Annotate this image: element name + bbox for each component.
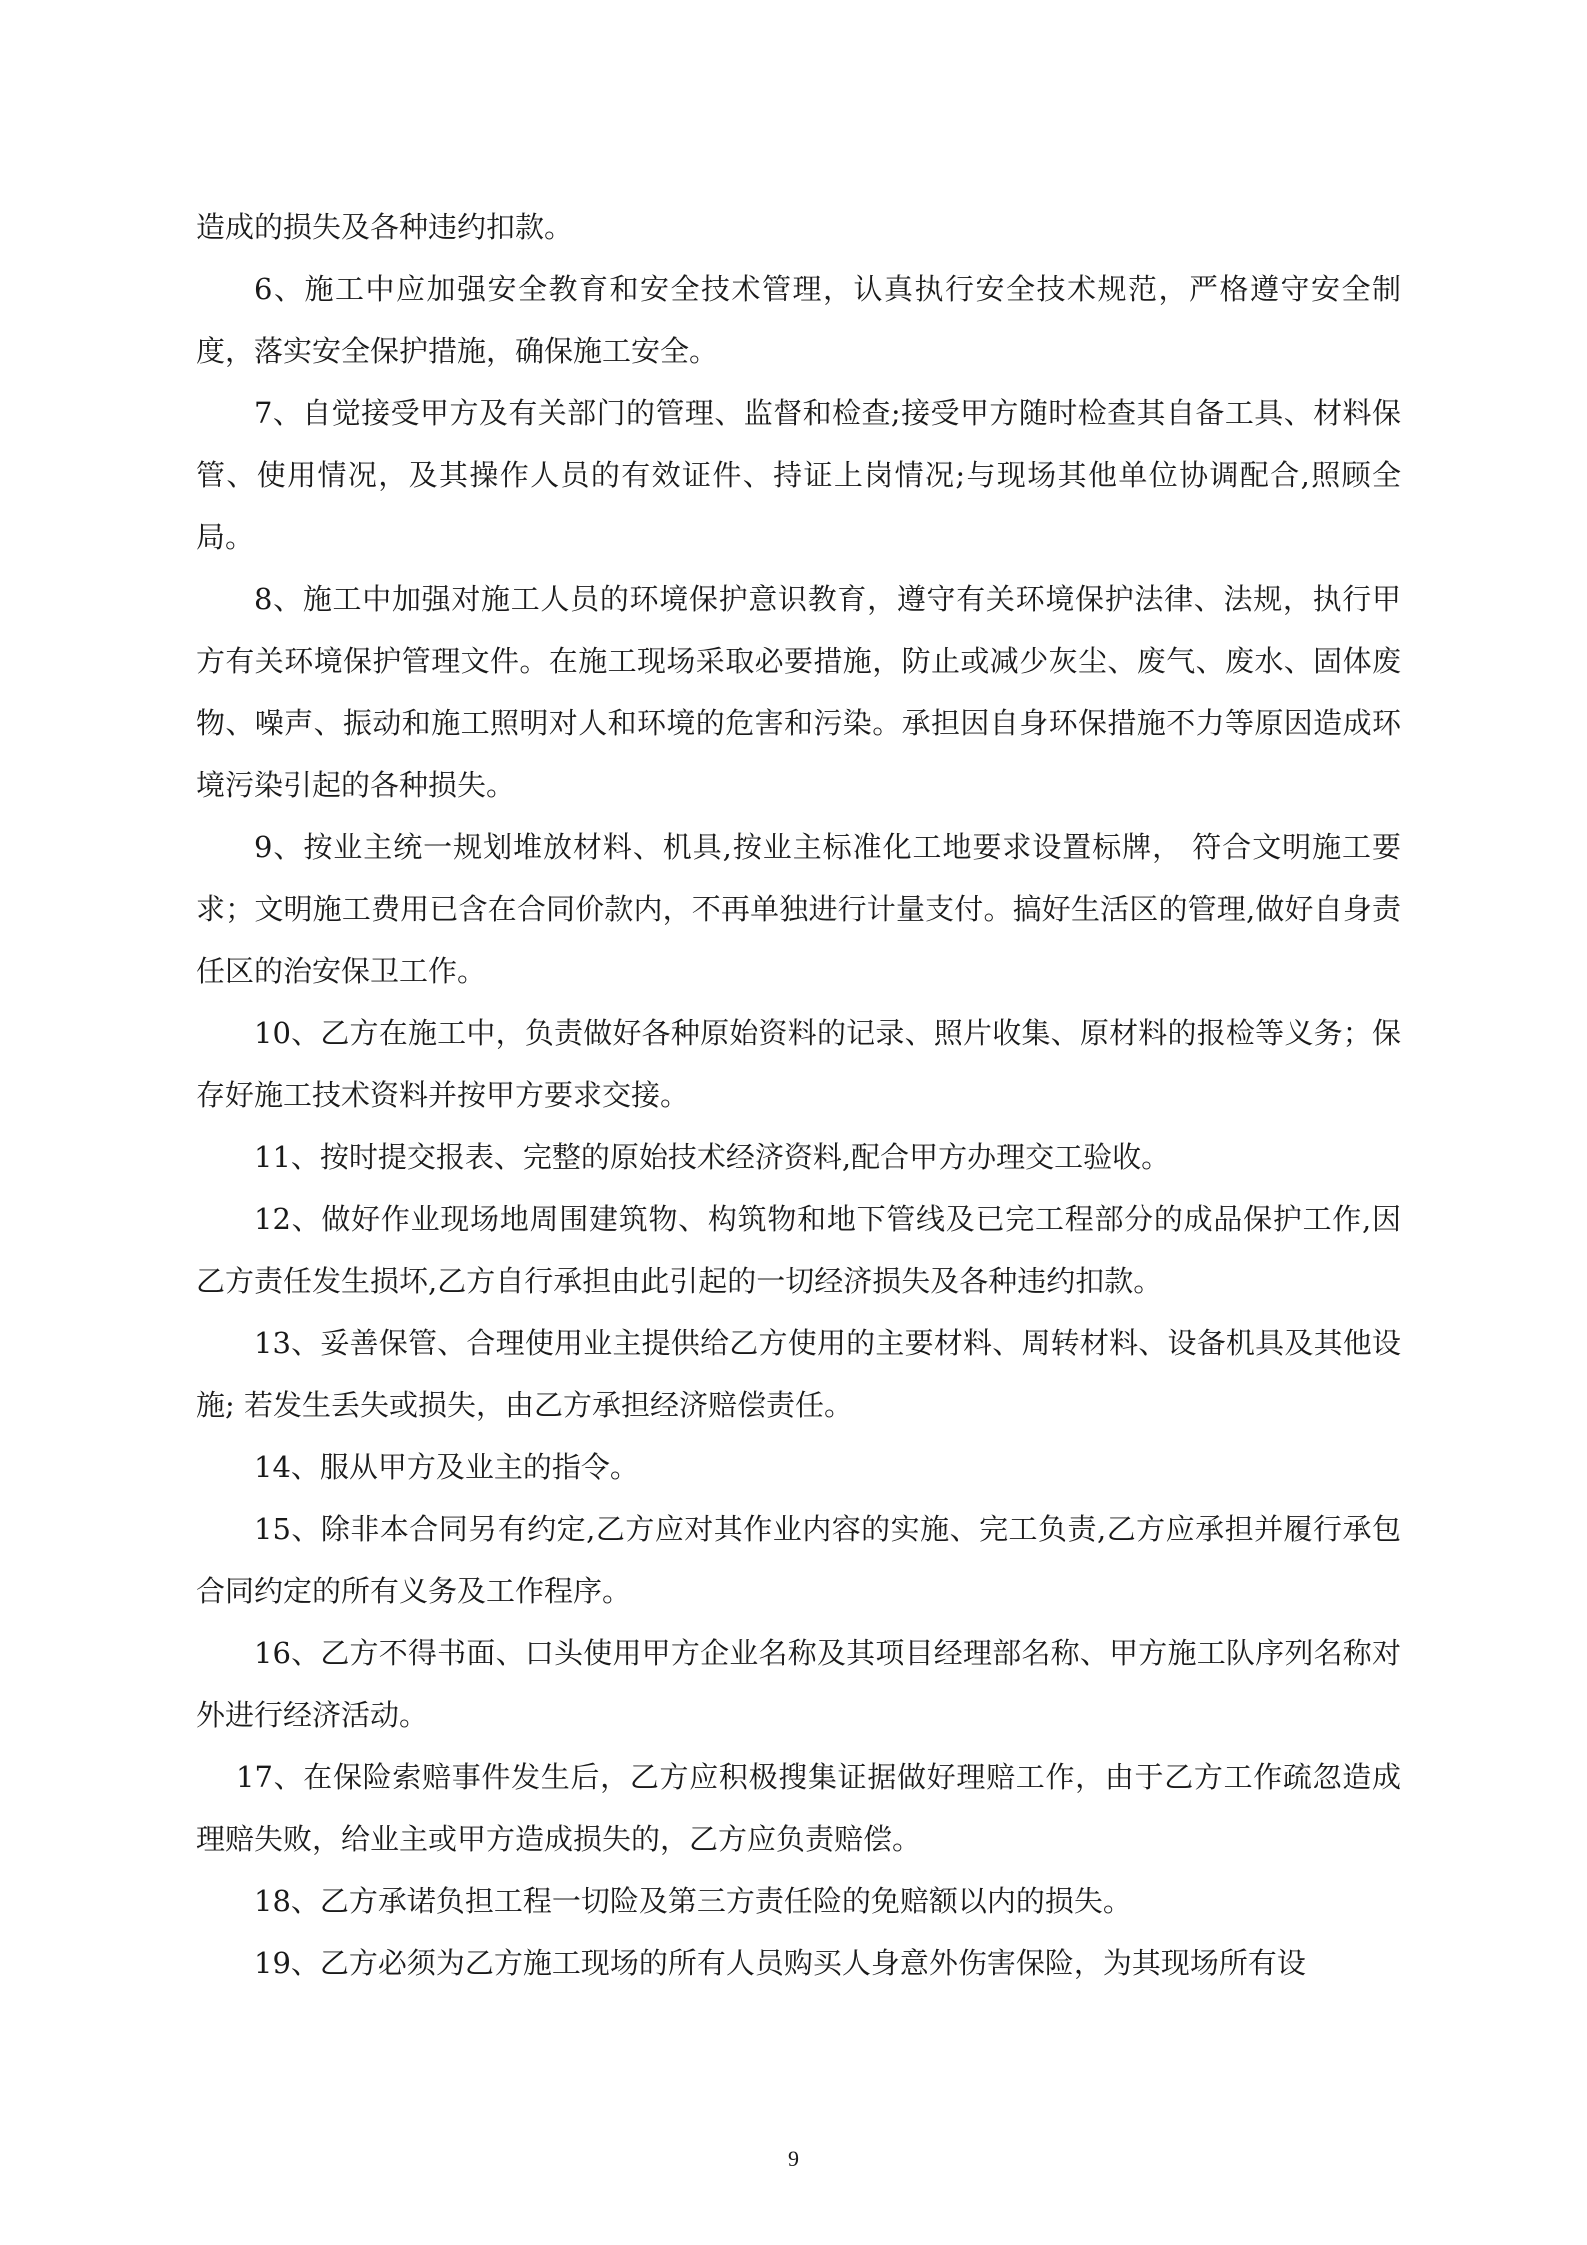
- paragraph-clause-13: 13、妥善保管、合理使用业主提供给乙方使用的主要材料、周转材料、设备机具及其他设施; 若发生丢失或损失，由乙方承担经济赔偿责任。: [196, 1326, 1401, 1422]
- paragraph-clause-7: 7、自觉接受甲方及有关部门的管理、监督和检查;接受甲方随时检查其自备工具、材料保管、使用情况，及其操作人员的有效证件、持证上岗情况;与现场其他单位协调配合,照顾全局。: [196, 396, 1401, 554]
- paragraph-clause-19: 19、乙方必须为乙方施工现场的所有人员购买人身意外伤害保险，为其现场所有设: [254, 1946, 1306, 1980]
- paragraph-clause-12: 12、做好作业现场地周围建筑物、构筑物和地下管线及已完工程部分的成品保护工作,因乙方责任发生损坏,乙方自行承担由此引起的一切经济损失及各种违约扣款。: [196, 1202, 1401, 1298]
- paragraph-clause-17: 17、在保险索赔事件发生后，乙方应积极搜集证据做好理赔工作，由于乙方工作疏忽造成理赔失败，给业主或甲方造成损失的，乙方应负责赔偿。: [196, 1760, 1401, 1856]
- paragraph-clause-11: 11、按时提交报表、完整的原始技术经济资料,配合甲方办理交工验收。: [254, 1140, 1171, 1174]
- paragraph-clause-6: 6、施工中应加强安全教育和安全技术管理，认真执行安全技术规范，严格遵守安全制度，落实安全保护措施，确保施工安全。: [196, 272, 1401, 368]
- page-body: [196, 196, 1401, 1994]
- paragraph-continuation: 造成的损失及各种违约扣款。: [196, 210, 574, 244]
- paragraph-clause-9: 9、按业主统一规划堆放材料、机具,按业主标准化工地要求设置标牌， 符合文明施工要求；文明施工费用已含在合同价款内，不再单独进行计量支付。搞好生活区的管理,做好自身责任区的治安保卫工作。: [196, 830, 1401, 988]
- paragraph-clause-8: 8、施工中加强对施工人员的环境保护意识教育，遵守有关环境保护法律、法规，执行甲方有关环境保护管理文件。在施工现场采取必要措施，防止或减少灰尘、废气、废水、固体废物、噪声、振动和施工照明对人和环境的危害和污染。承担因自身环保措施不力等原因造成环境污染引起的各种损失。: [196, 582, 1401, 802]
- paragraph-clause-18: 18、乙方承诺负担工程一切险及第三方责任险的免赔额以内的损失。: [254, 1884, 1132, 1918]
- paragraph-clause-16: 16、乙方不得书面、口头使用甲方企业名称及其项目经理部名称、甲方施工队序列名称对外进行经济活动。: [196, 1636, 1401, 1732]
- paragraph-clause-10: 10、乙方在施工中，负责做好各种原始资料的记录、照片收集、原材料的报检等义务；保存好施工技术资料并按甲方要求交接。: [196, 1016, 1401, 1112]
- page-number: 9: [788, 2146, 799, 2171]
- paragraph-clause-14: 14、服从甲方及业主的指令。: [254, 1450, 639, 1484]
- paragraph-clause-15: 15、除非本合同另有约定,乙方应对其作业内容的实施、完工负责,乙方应承担并履行承包合同约定的所有义务及工作程序。: [196, 1512, 1401, 1608]
